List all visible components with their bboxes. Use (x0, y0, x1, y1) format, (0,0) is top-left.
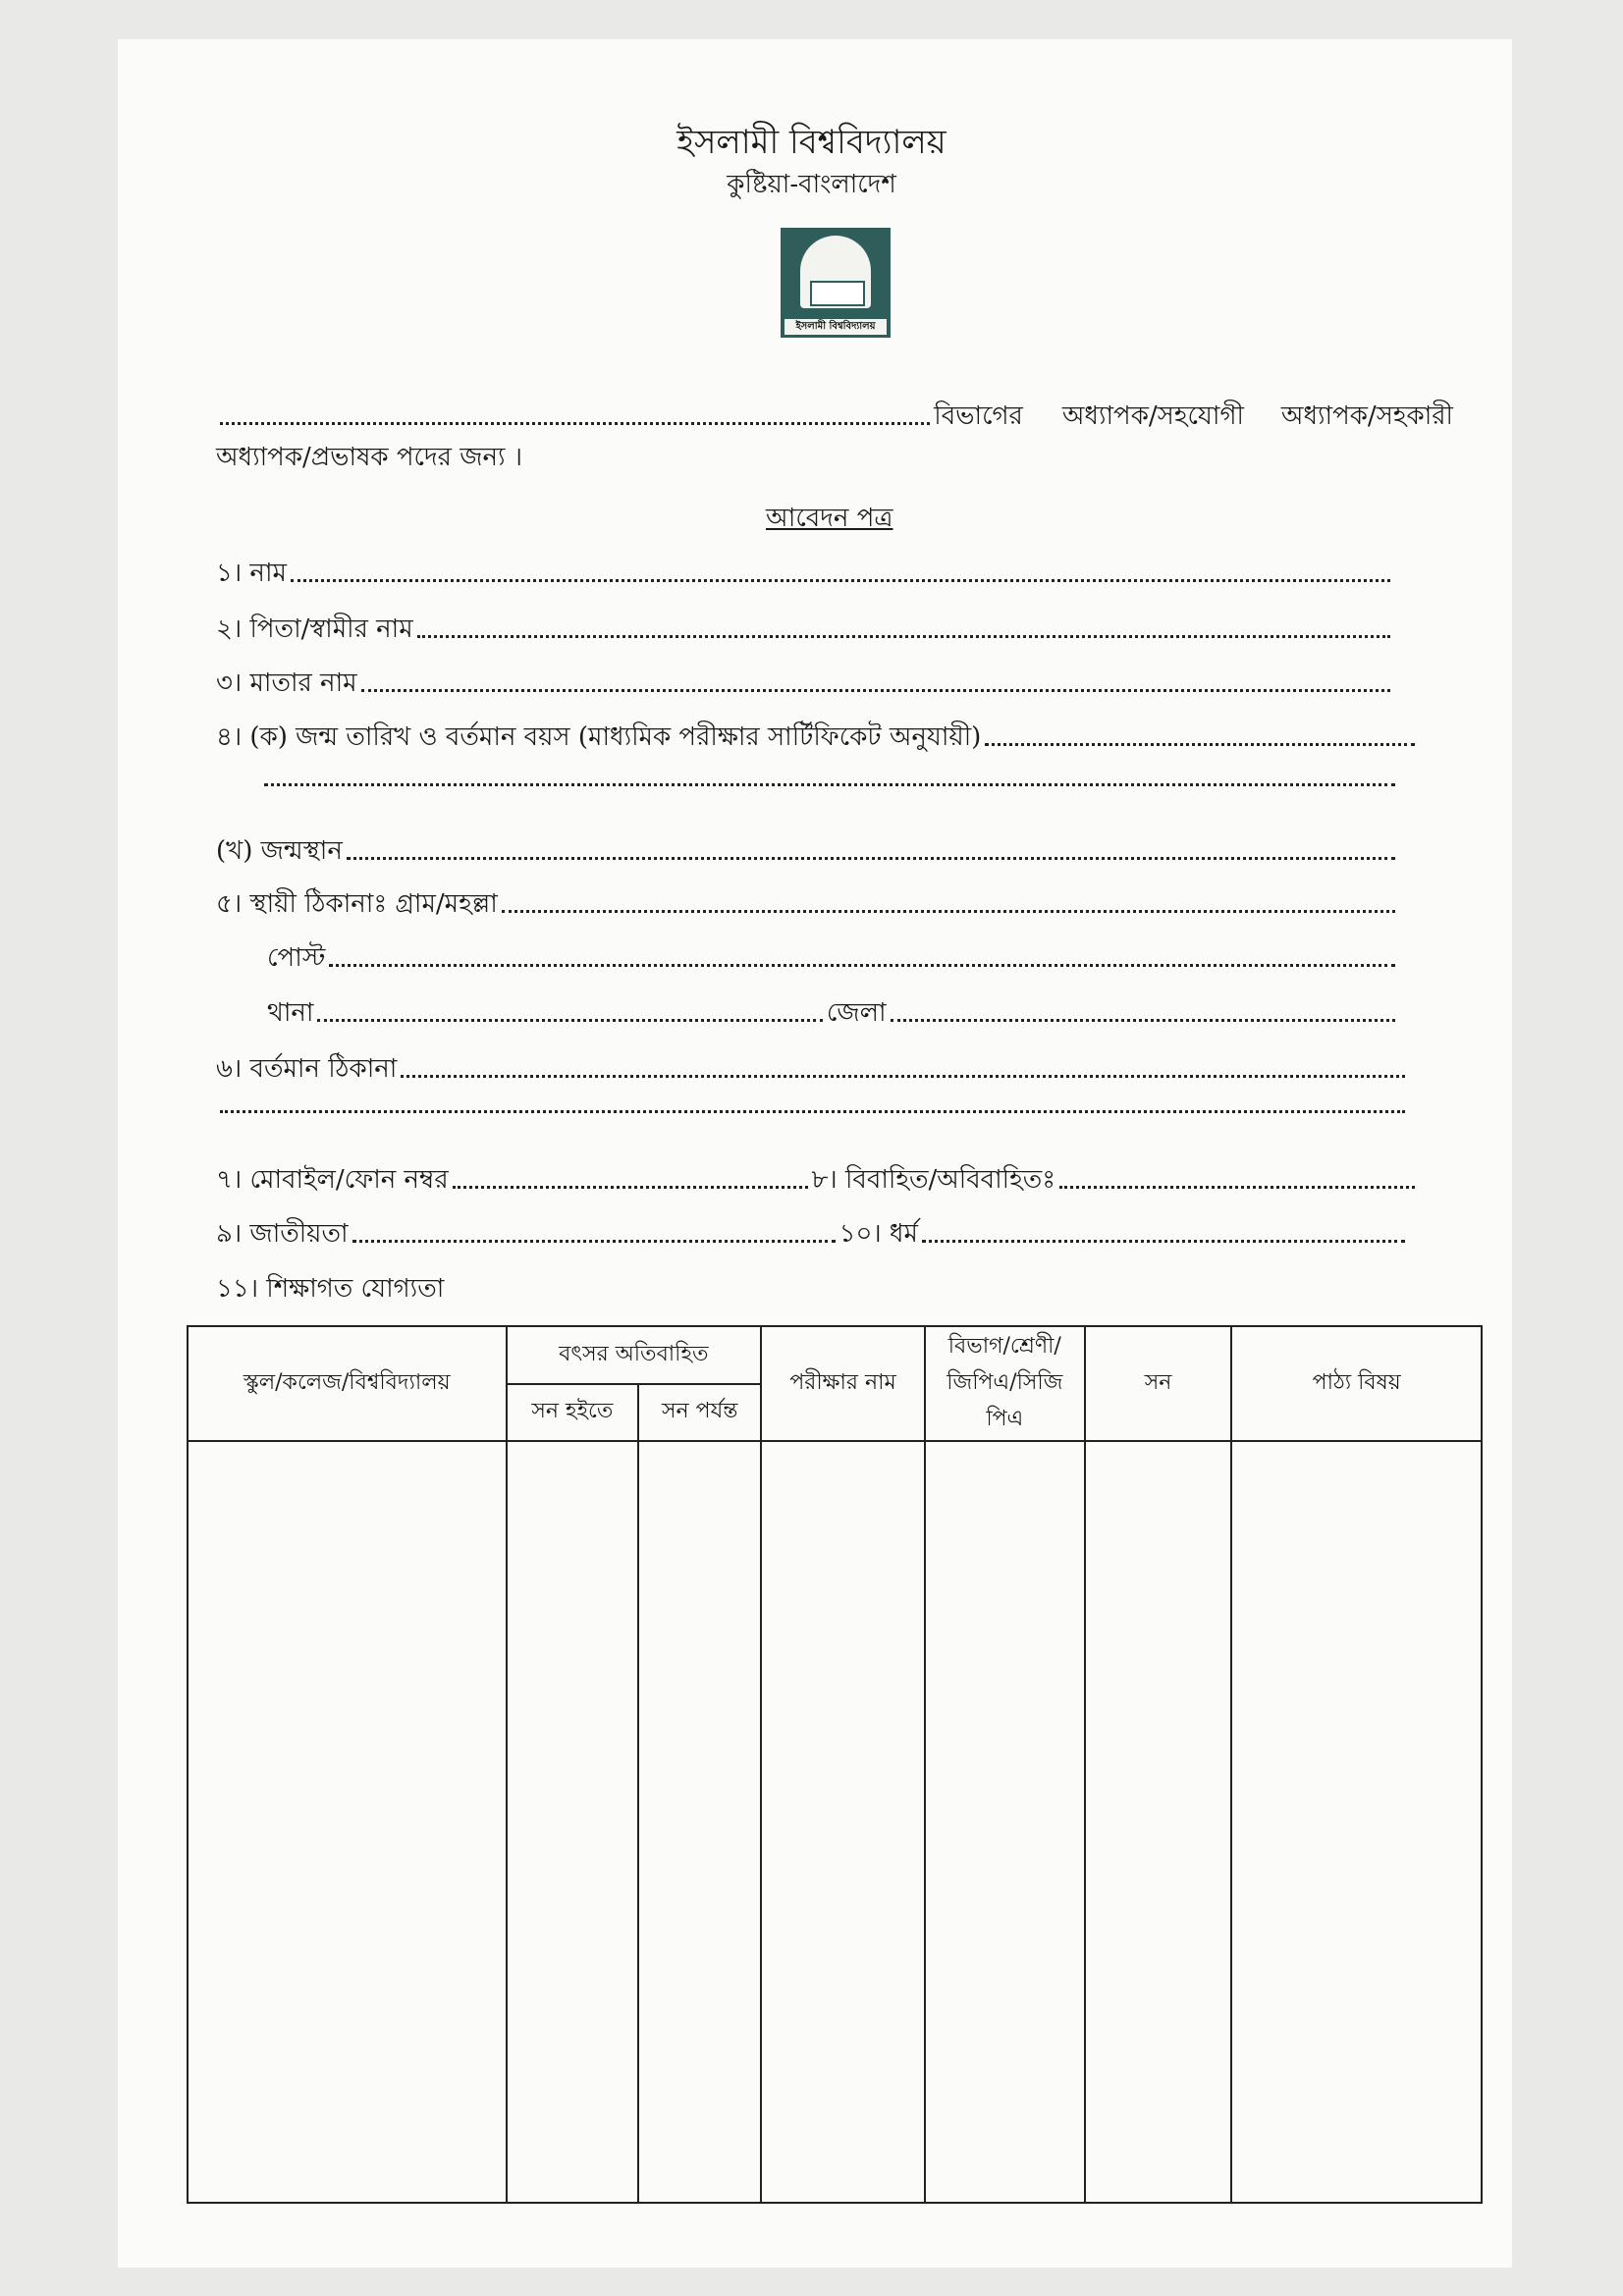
col-exam: পরীক্ষার নাম (761, 1326, 925, 1441)
cell-exam[interactable] (761, 1441, 925, 2203)
post-line-2: অধ্যাপক/প্রভাষক পদের জন্য । (216, 443, 523, 472)
university-logo (781, 228, 891, 338)
field-mother-name[interactable]: ৩। মাতার নাম (216, 667, 1394, 699)
cell-from[interactable] (507, 1441, 639, 2203)
col-from: সন হইতে (507, 1384, 639, 1442)
department-line: বিভাগের অধ্যাপক/সহযোগী অধ্যাপক/সহকারী (216, 400, 1453, 432)
field-name[interactable]: ১। নাম (216, 558, 1394, 589)
col-years: বৎসর অতিবাহিত (507, 1326, 762, 1384)
col-subject: পাঠ্য বিষয় (1231, 1326, 1482, 1441)
cell-year[interactable] (1085, 1441, 1232, 2203)
field-permanent-village[interactable]: ৫। স্থায়ী ঠিকানাঃ গ্রাম/মহল্লা (216, 888, 1399, 920)
col-year: সন (1085, 1326, 1232, 1441)
logo-caption: ইসলামী বিশ্ববিদ্যালয় (784, 319, 887, 335)
field-birthplace[interactable]: (খ) জন্মস্থান (216, 835, 1399, 867)
cell-subject[interactable] (1231, 1441, 1482, 2203)
field-birth-date-cont[interactable] (260, 783, 1399, 793)
education-table (187, 1325, 1483, 2204)
university-location: কুষ্টিয়া-বাংলাদেশ (727, 170, 896, 199)
education-heading: ১১। শিক্ষাগত যোগ্যতা (216, 1274, 445, 1304)
form-title: আবেদন পত্র (766, 504, 893, 533)
department-blank[interactable] (220, 422, 930, 425)
field-phone-marital[interactable]: ৭। মোবাইল/ফোন নম্বর ৮। বিবাহিত/অবিবাহিতঃ (216, 1164, 1419, 1196)
col-division: বিভাগ/শ্রেণী/ জিপিএ/সিজি পিএ (925, 1326, 1085, 1441)
col-institution: স্কুল/কলেজ/বিশ্ববিদ্যালয় (188, 1326, 507, 1441)
field-present-address[interactable]: ৬। বর্তমান ঠিকানা (216, 1053, 1409, 1085)
field-thana-district[interactable]: থানা জেলা (267, 997, 1399, 1029)
field-present-address-cont[interactable] (216, 1110, 1409, 1120)
cell-division[interactable] (925, 1441, 1085, 2203)
cell-institution[interactable] (188, 1441, 507, 2203)
field-birth-date[interactable]: ৪। (ক) জন্ম তারিখ ও বর্তমান বয়স (মাধ্যমিক পরীক্ষার সার্টিফিকেট অনুযায়ী) (216, 721, 1419, 753)
field-post-office[interactable]: পোস্ট (267, 942, 1399, 974)
cell-to[interactable] (638, 1441, 761, 2203)
university-name: ইসলামী বিশ্ববিদ্যালয় (676, 123, 947, 162)
field-nationality-religion[interactable]: ৯। জাতীয়তা ১০। ধর্ম (216, 1218, 1409, 1250)
col-to: সন পর্যন্ত (638, 1384, 761, 1442)
field-father-name[interactable]: ২। পিতা/স্বামীর নাম (216, 614, 1394, 645)
